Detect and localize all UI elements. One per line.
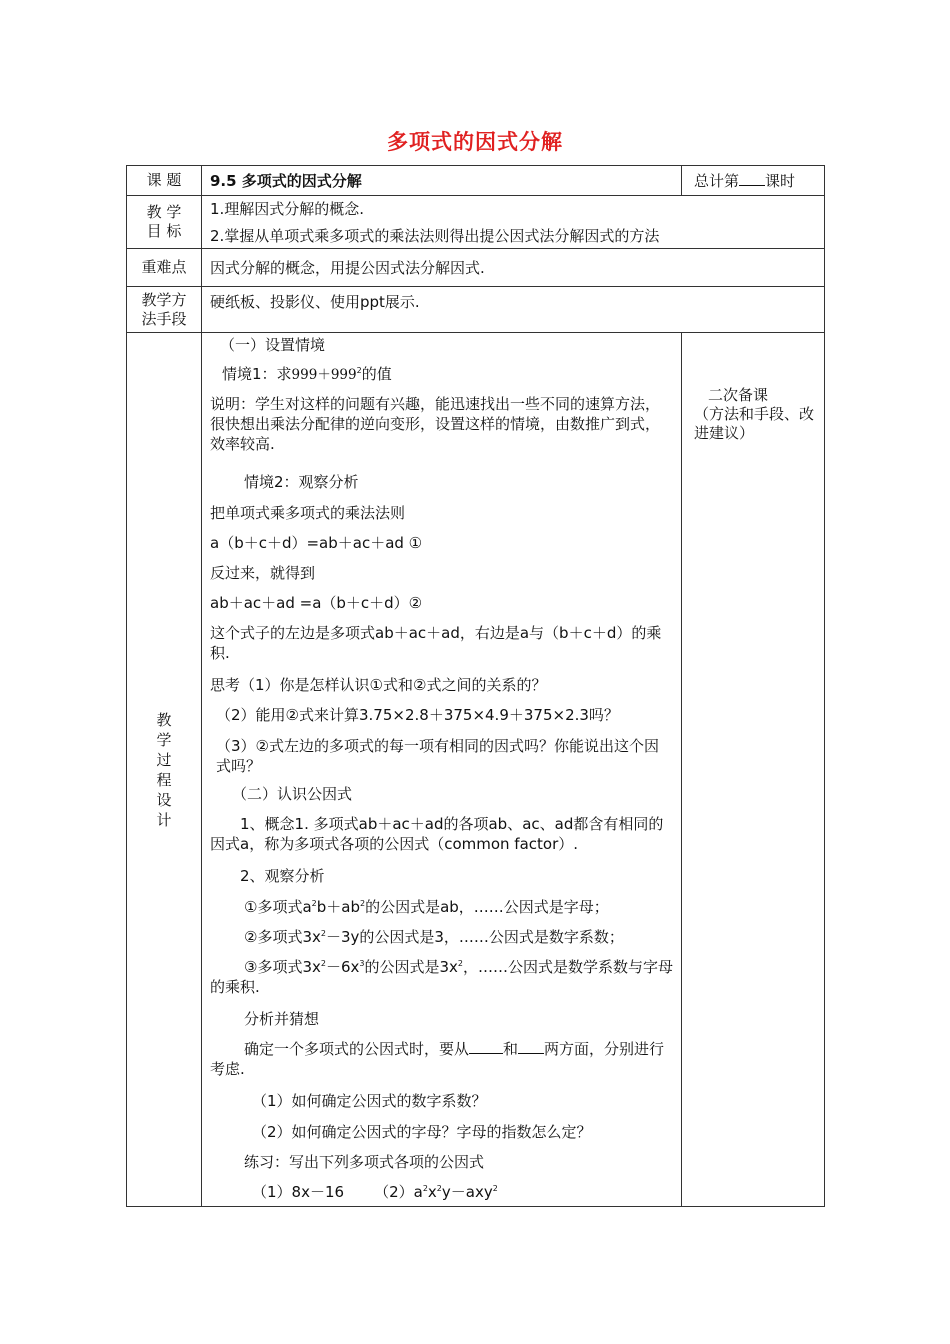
question-1: （1）如何确定公因式的数字系数？ <box>252 1092 487 1110</box>
goal-2: 2.掌握从单项式乘多项式的乘法法则得出提公因式法分解因式的方法 <box>210 227 660 245</box>
ex3-c: 的公因式是3x <box>364 958 458 976</box>
ex3-exp-b: 3 <box>359 959 365 968</box>
method-label-line1: 教学方 <box>141 290 187 309</box>
example-2 <box>210 927 673 957</box>
explain: 这个式子的左边是多项式ab＋ac＋ad，右边是a与（b＋c＋d）的乘积. <box>210 624 662 662</box>
think3: （3）②式左边的多项式的每一项有相同的因式吗？你能说出这个因式吗？ <box>216 737 659 775</box>
practice-items <box>210 1182 673 1206</box>
determine-c: 两方面，分别进行考虑. <box>210 1040 665 1078</box>
goal-label-line1: 教 学 <box>146 203 182 221</box>
concept-text: 1、概念1. 多项式ab＋ac＋ad的各项ab、ac、ad都含有相同的因式a，称为多项式各项的公因式（common factor）. <box>210 815 664 853</box>
practice-2-c: y－axy <box>441 1183 493 1201</box>
ex2-a: ②多项式3x <box>244 928 321 946</box>
page-title: 多项式的因式分解 <box>387 130 563 154</box>
row-process <box>127 333 825 1207</box>
side-note: （方法和手段、改进建议） <box>694 405 815 442</box>
rule: 把单项式乘多项式的乘法法则 <box>210 504 406 522</box>
practice: 练习：写出下列多项式各项的公因式 <box>244 1153 485 1171</box>
goal-label <box>127 196 202 249</box>
key-label: 重难点 <box>127 249 202 287</box>
section2-heading: （二）认识公因式 <box>232 785 353 803</box>
side-notes <box>682 333 825 1207</box>
process-content <box>202 333 682 1207</box>
ex2-b: －3y的公因式是3，……公因式是数字系数； <box>325 928 624 946</box>
row-goals <box>127 196 825 249</box>
eq2: ab＋ac＋ad =a（b＋c＋d）② <box>210 594 423 612</box>
eq1: a（b＋c＋d）=ab＋ac＋ad ① <box>210 534 423 552</box>
think1: 思考（1）你是怎样认识①式和②式之间的关系的？ <box>210 676 547 694</box>
think2: （2）能用②式来计算3.75×2.8＋375×4.9＋375×2.3吗？ <box>216 706 619 724</box>
period-cell <box>682 166 825 196</box>
method-label-line2: 法手段 <box>141 309 187 328</box>
determine-a: 确定一个多项式的公因式时，要从 <box>244 1040 470 1058</box>
determine-blank-1 <box>469 1053 503 1054</box>
scene2: 情境2：观察分析 <box>244 473 359 491</box>
process-label-cell <box>127 333 202 1207</box>
scene1-prefix: 情境1：求 <box>222 365 292 383</box>
ex1-c: 的公因式是ab，……公因式是字母； <box>365 898 609 916</box>
ex3-exp-c: 2 <box>457 959 463 968</box>
topic-label: 课 题 <box>127 166 202 196</box>
scene1-exp: 2 <box>356 366 362 375</box>
period-prefix: 总计第 <box>694 172 740 190</box>
ex1-exp-b: 2 <box>359 899 366 908</box>
determine-blank-2 <box>518 1053 544 1054</box>
section1-heading: （一）设置情境 <box>220 336 326 354</box>
scene1-expr: 999＋999 <box>291 367 357 383</box>
method-value: 硬纸板、投影仪、使用ppt展示. <box>202 287 825 333</box>
determine <box>210 1039 673 1091</box>
ex3-exp-a: 2 <box>320 959 326 968</box>
practice-2-exp-c: 2 <box>492 1184 498 1193</box>
practice-2-a: （2）a <box>374 1183 423 1201</box>
ex3-b: －6x <box>325 958 360 976</box>
observe: 2、观察分析 <box>240 867 325 885</box>
concept <box>210 814 673 866</box>
practice-2-b: x <box>427 1183 437 1201</box>
ex3-a: ③多项式3x <box>244 958 321 976</box>
row-methods <box>127 287 825 333</box>
process-label: 教学过程设计 <box>156 710 172 829</box>
guess: 分析并猜想 <box>244 1010 320 1028</box>
ex3-d: ，……公因式是数学系数与字母的乘积. <box>210 958 674 996</box>
scene1-suffix: 的值 <box>361 365 392 383</box>
question-2: （2）如何确定公因式的字母？字母的指数怎么定？ <box>252 1123 592 1141</box>
practice-1: （1）8x－16 <box>252 1183 345 1201</box>
ex1-a: ①多项式a <box>244 898 312 916</box>
goal-label-line2: 目 标 <box>146 222 182 240</box>
practice-2-exp-b: 2 <box>436 1184 442 1193</box>
note: 说明：学生对这样的问题有兴趣，能迅速找出一些不同的速算方法，很快想出乘法分配律的逆向变形，设置这样的情境，由数推广到式，效率较高. <box>210 395 661 453</box>
period-suffix: 课时 <box>765 172 796 190</box>
goal-1: 1.理解因式分解的概念. <box>210 200 365 218</box>
practice-2-exp-a: 2 <box>422 1184 428 1193</box>
example-1 <box>210 897 673 927</box>
topic-value: 9.5 多项式的因式分解 <box>202 166 682 196</box>
ex1-exp-a: 2 <box>311 899 317 908</box>
goal-content <box>202 196 825 249</box>
determine-b: 和 <box>503 1040 519 1058</box>
method-label <box>127 287 202 333</box>
ex2-exp: 2 <box>320 929 326 938</box>
scene1 <box>210 364 673 394</box>
period-blank <box>739 185 765 186</box>
ex1-b: b＋ab <box>316 898 360 916</box>
reverse: 反过来，就得到 <box>210 564 316 582</box>
key-value: 因式分解的概念，用提公因式法分解因式. <box>202 249 825 287</box>
example-3 <box>210 957 673 1009</box>
side-title: 二次备课 <box>708 386 769 404</box>
row-topic <box>127 166 825 196</box>
lesson-plan-table <box>126 165 825 1207</box>
row-key-points <box>127 249 825 287</box>
